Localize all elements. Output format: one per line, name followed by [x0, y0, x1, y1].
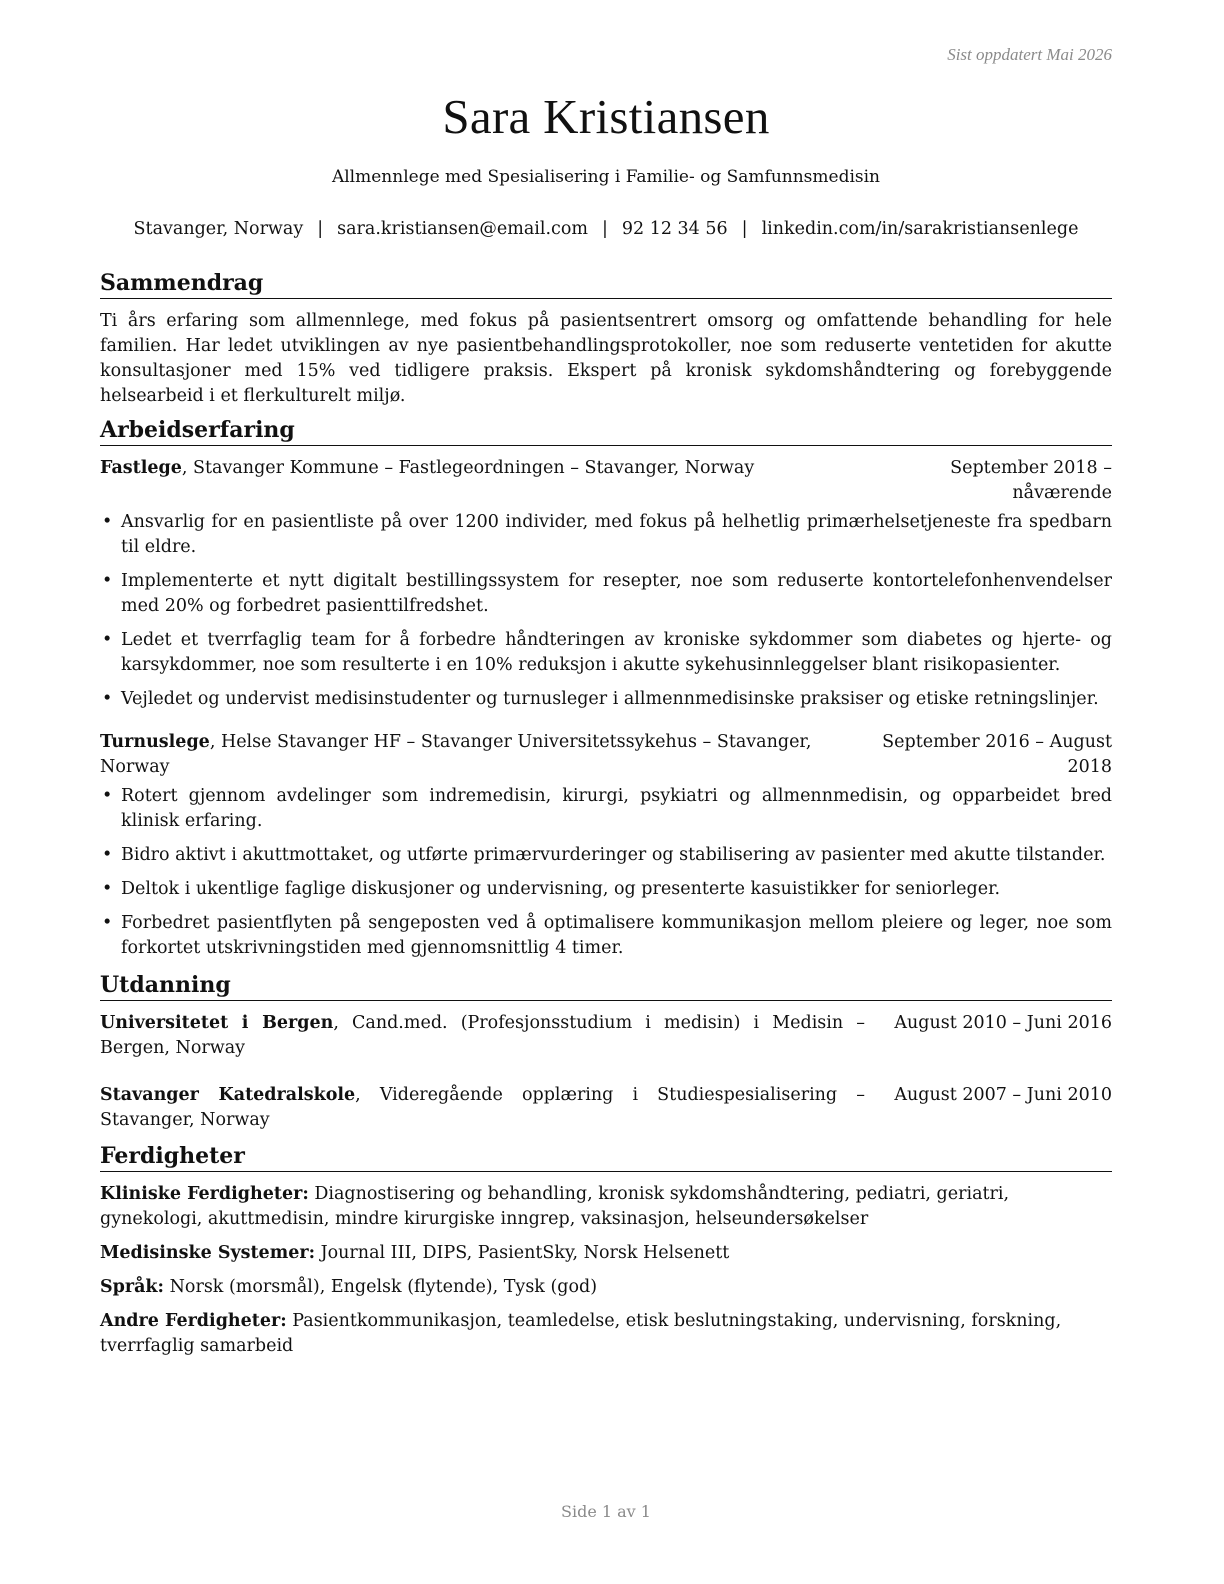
list-item: • Ansvarlig for en pasientliste på over 1200 individer, med fokus på helhetlig primærhelsetjeneste fra spedbarn til eldre. [100, 510, 1112, 560]
education-header [100, 1011, 1112, 1061]
section-title-skills: Ferdigheter [100, 1141, 1112, 1172]
contact-separator: | [601, 219, 608, 239]
contact-line [0, 219, 1212, 239]
summary-text: Ti års erfaring som allmennlege, med fokus på pasientsentrert omsorg og omfattende behandling for hele familien. Har ledet utviklingen av nye pasientbehandlingsprotokoller, noe som reduserte ventetiden for akutte konsultasjoner med 15% ved tidligere praksis. Ekspert på kronisk sykdomshåndtering og forebyggende helsearbeid i et flerkulturelt miljø. [100, 311, 1112, 406]
skill-row [100, 1309, 1112, 1359]
education-details: , Cand.med. (Profesjonsstudium i medisin) i Medisin – Bergen, Norway [100, 1013, 865, 1058]
list-item: • Deltok i ukentlige faglige diskusjoner og undervisning, og presenterte kasuistikker for seniorleger. [100, 877, 1112, 902]
skill-row [100, 1275, 1112, 1300]
section-title-summary: Sammendrag [100, 268, 1112, 299]
education-school: Universitetet i Bergen [100, 1013, 334, 1033]
job-details: , Stavanger Kommune – Fastlegeordningen – Stavanger, Norway [181, 458, 755, 478]
list-item: • Forbedret pasientflyten på sengeposten ved å optimalisere kommunikasjon mellom pleiere og leger, noe som forkortet utskrivningstiden med gjennomsnittlig 4 timer. [100, 911, 1112, 961]
summary-section [100, 268, 1112, 409]
list-item: • Vejledet og undervist medisinstudenter og turnusleger i allmennmedisinske praksiser og etiske retningslinjer. [100, 687, 1112, 712]
section-title-education: Utdanning [100, 970, 1112, 1001]
job-entry [100, 730, 1112, 961]
job-header [100, 456, 1112, 506]
education-entry [100, 1011, 1112, 1061]
education-entry [100, 1083, 1112, 1133]
education-school: Stavanger Katedralskole [100, 1085, 356, 1105]
contact-location: Stavanger, Norway [133, 219, 304, 239]
last-updated: Sist oppdatert Mai 2026 [947, 45, 1112, 64]
job-bullets [100, 784, 1112, 961]
skill-label: Språk: [100, 1277, 165, 1297]
list-item: • Rotert gjennom avdelinger som indremedisin, kirurgi, psykiatri og allmennmedisin, og opparbeidet bred klinisk erfaring. [100, 784, 1112, 834]
skill-row [100, 1241, 1112, 1266]
contact-phone: 92 12 34 56 [621, 219, 728, 239]
education-section [100, 970, 1112, 1133]
list-item: • Bidro aktivt i akuttmottaket, og utførte primærvurderinger og stabilisering av pasienter med akutte tilstander. [100, 843, 1112, 868]
skill-label: Medisinske Systemer: [100, 1243, 316, 1263]
candidate-name: Sara Kristiansen [442, 89, 770, 144]
education-details: , Videregående opplæring i Studiespesialisering – Stavanger, Norway [100, 1085, 865, 1130]
job-role: Fastlege [100, 458, 182, 478]
skill-label: Andre Ferdigheter: [100, 1311, 287, 1331]
list-item: • Implementerte et nytt digitalt bestillingssystem for resepter, noe som reduserte kontortelefonhenvendelser med 20% og forbedret pasienttilfredshet. [100, 569, 1112, 619]
skill-text: Journal III, DIPS, PasientSky, Norsk Helsenett [320, 1243, 730, 1263]
job-details: , Helse Stavanger HF – Stavanger Universitetssykehus – Stavanger, Norway [100, 732, 812, 777]
skill-label: Kliniske Ferdigheter: [100, 1184, 309, 1204]
page-number: Side 1 av 1 [561, 1502, 651, 1521]
list-item: • Ledet et tverrfaglig team for å forbedre håndteringen av kroniske sykdommer som diabetes og hjerte- og karsykdommer, noe som resulterte i en 10% reduksjon i akutte sykehusinnleggelser blant risikopasienter. [100, 628, 1112, 678]
skill-text: Diagnostisering og behandling, kronisk sykdomshåndtering, pediatri, geriatri, gynekologi, akuttmedisin, mindre kirurgiske inngrep, vaksinasjon, helseundersøkelser [100, 1184, 1010, 1229]
contact-email[interactable]: sara.kristiansen@email.com [337, 219, 588, 239]
skill-row [100, 1182, 1112, 1232]
job-dates: September 2018 – nåværende [950, 458, 1112, 503]
education-dates: August 2007 – Juni 2010 [894, 1085, 1112, 1105]
skill-text: Norsk (morsmål), Engelsk (flytende), Tysk (god) [169, 1277, 598, 1297]
experience-section [100, 415, 1112, 961]
skill-text: Pasientkommunikasjon, teamledelse, etisk beslutningstaking, undervisning, forskning, tverrfaglig samarbeid [100, 1311, 1062, 1356]
skills-section [100, 1141, 1112, 1359]
job-entry [100, 456, 1112, 712]
section-title-experience: Arbeidserfaring [100, 415, 1112, 446]
resume-body [100, 268, 1112, 1368]
job-header [100, 730, 1112, 780]
job-dates: September 2016 – August 2018 [882, 732, 1112, 777]
candidate-subtitle: Allmennlege med Spesialisering i Familie- og Samfunnsmedisin [331, 167, 881, 187]
contact-separator: | [741, 219, 748, 239]
job-bullets [100, 510, 1112, 712]
contact-linkedin[interactable]: linkedin.com/in/sarakristiansenlege [761, 219, 1079, 239]
education-dates: August 2010 – Juni 2016 [894, 1013, 1112, 1033]
contact-separator: | [317, 219, 324, 239]
job-role: Turnuslege [100, 732, 210, 752]
education-header [100, 1083, 1112, 1133]
